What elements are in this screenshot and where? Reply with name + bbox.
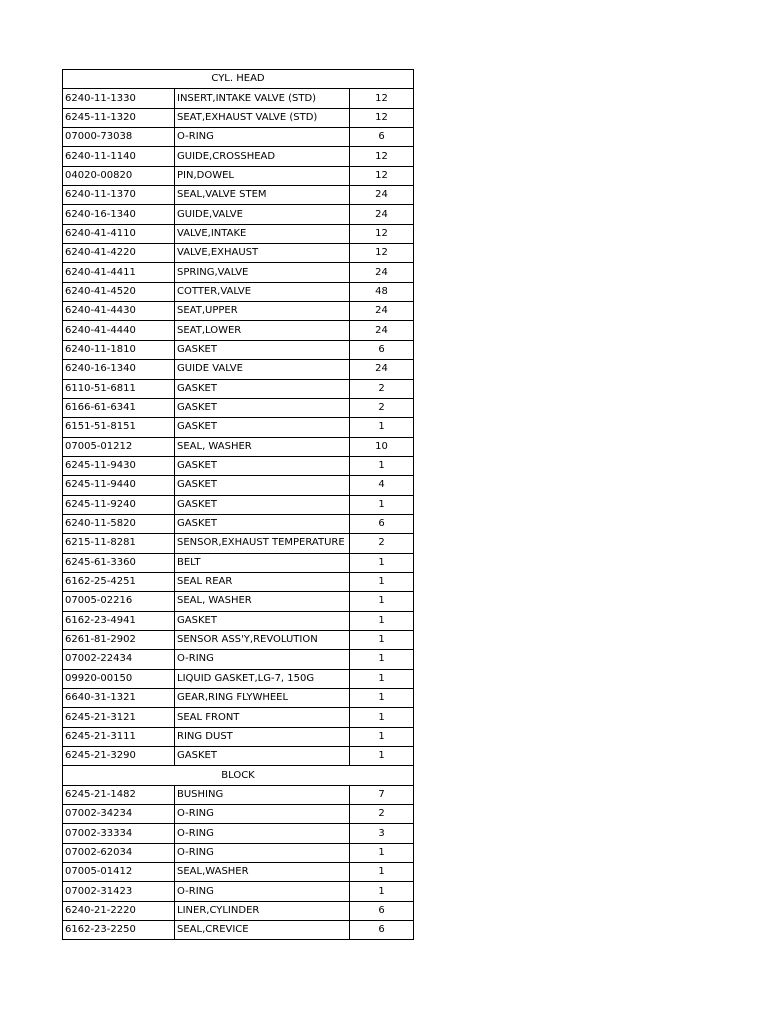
part-number-cell: 6110-51-6811 <box>63 379 175 398</box>
description-cell: GUIDE,CROSSHEAD <box>175 147 350 166</box>
part-number-cell: 6640-31-1321 <box>63 689 175 708</box>
part-number-cell: 04020-00820 <box>63 166 175 185</box>
table-row <box>63 456 414 475</box>
description-cell: PIN,DOWEL <box>175 166 350 185</box>
quantity-cell: 2 <box>350 534 414 553</box>
description-cell: SEAL,VALVE STEM <box>175 186 350 205</box>
part-number-cell: 6245-61-3360 <box>63 553 175 572</box>
quantity-cell: 2 <box>350 398 414 417</box>
quantity-cell: 1 <box>350 630 414 649</box>
table-row <box>63 689 414 708</box>
quantity-cell: 24 <box>350 263 414 282</box>
quantity-cell: 1 <box>350 727 414 746</box>
table-row <box>63 805 414 824</box>
description-cell: SEAL FRONT <box>175 708 350 727</box>
table-row <box>63 611 414 630</box>
description-cell: SPRING,VALVE <box>175 263 350 282</box>
quantity-cell: 2 <box>350 805 414 824</box>
part-number-cell: 07002-33334 <box>63 824 175 843</box>
section-header-row <box>63 70 414 89</box>
part-number-cell: 6162-23-4941 <box>63 611 175 630</box>
part-number-cell: 07002-31423 <box>63 882 175 901</box>
description-cell: O-RING <box>175 882 350 901</box>
part-number-cell: 6240-16-1340 <box>63 205 175 224</box>
quantity-cell: 12 <box>350 244 414 263</box>
part-number-cell: 6245-11-9430 <box>63 456 175 475</box>
quantity-cell: 1 <box>350 572 414 591</box>
part-number-cell: 6245-21-3290 <box>63 747 175 766</box>
part-number-cell: 6162-25-4251 <box>63 572 175 591</box>
table-row <box>63 708 414 727</box>
description-cell: RING DUST <box>175 727 350 746</box>
table-row <box>63 244 414 263</box>
table-row <box>63 205 414 224</box>
quantity-cell: 24 <box>350 321 414 340</box>
part-number-cell: 6240-41-4220 <box>63 244 175 263</box>
table-row <box>63 514 414 533</box>
quantity-cell: 12 <box>350 108 414 127</box>
table-row <box>63 630 414 649</box>
quantity-cell: 1 <box>350 650 414 669</box>
description-cell: SEAL, WASHER <box>175 437 350 456</box>
quantity-cell: 24 <box>350 360 414 379</box>
quantity-cell: 1 <box>350 843 414 862</box>
table-row <box>63 901 414 920</box>
description-cell: GASKET <box>175 418 350 437</box>
quantity-cell: 10 <box>350 437 414 456</box>
table-row <box>63 418 414 437</box>
section-title: CYL. HEAD <box>63 70 414 89</box>
table-row <box>63 824 414 843</box>
quantity-cell: 6 <box>350 514 414 533</box>
part-number-cell: 6240-41-4411 <box>63 263 175 282</box>
description-cell: GASKET <box>175 495 350 514</box>
table-row <box>63 727 414 746</box>
description-cell: COTTER,VALVE <box>175 282 350 301</box>
part-number-cell: 6240-16-1340 <box>63 360 175 379</box>
part-number-cell: 07005-01412 <box>63 863 175 882</box>
table-row <box>63 437 414 456</box>
part-number-cell: 6166-61-6341 <box>63 398 175 417</box>
description-cell: GASKET <box>175 611 350 630</box>
part-number-cell: 07005-01212 <box>63 437 175 456</box>
table-row <box>63 650 414 669</box>
table-row <box>63 89 414 108</box>
quantity-cell: 4 <box>350 476 414 495</box>
description-cell: SEAT,UPPER <box>175 302 350 321</box>
quantity-cell: 1 <box>350 863 414 882</box>
quantity-cell: 12 <box>350 89 414 108</box>
quantity-cell: 6 <box>350 901 414 920</box>
quantity-cell: 12 <box>350 147 414 166</box>
quantity-cell: 7 <box>350 785 414 804</box>
description-cell: O-RING <box>175 805 350 824</box>
description-cell: GASKET <box>175 456 350 475</box>
part-number-cell: 6162-23-2250 <box>63 921 175 940</box>
part-number-cell: 6240-41-4110 <box>63 224 175 243</box>
description-cell: SENSOR,EXHAUST TEMPERATURE <box>175 534 350 553</box>
part-number-cell: 6240-11-1140 <box>63 147 175 166</box>
description-cell: GASKET <box>175 476 350 495</box>
description-cell: O-RING <box>175 843 350 862</box>
part-number-cell: 6240-11-1810 <box>63 340 175 359</box>
section-title: BLOCK <box>63 766 414 785</box>
quantity-cell: 1 <box>350 882 414 901</box>
part-number-cell: 6245-21-3121 <box>63 708 175 727</box>
table-row <box>63 224 414 243</box>
quantity-cell: 1 <box>350 708 414 727</box>
description-cell: SEAL REAR <box>175 572 350 591</box>
table-row <box>63 379 414 398</box>
quantity-cell: 1 <box>350 495 414 514</box>
description-cell: VALVE,INTAKE <box>175 224 350 243</box>
description-cell: VALVE,EXHAUST <box>175 244 350 263</box>
description-cell: INSERT,INTAKE VALVE (STD) <box>175 89 350 108</box>
table-row <box>63 128 414 147</box>
description-cell: LIQUID GASKET,LG-7, 150G <box>175 669 350 688</box>
description-cell: SENSOR ASS'Y,REVOLUTION <box>175 630 350 649</box>
part-number-cell: 6245-11-9240 <box>63 495 175 514</box>
quantity-cell: 3 <box>350 824 414 843</box>
quantity-cell: 1 <box>350 689 414 708</box>
part-number-cell: 6240-41-4520 <box>63 282 175 301</box>
part-number-cell: 6245-21-1482 <box>63 785 175 804</box>
part-number-cell: 07002-62034 <box>63 843 175 862</box>
quantity-cell: 1 <box>350 418 414 437</box>
description-cell: SEAT,EXHAUST VALVE (STD) <box>175 108 350 127</box>
parts-table-body <box>63 70 414 940</box>
table-row <box>63 321 414 340</box>
description-cell: LINER,CYLINDER <box>175 901 350 920</box>
quantity-cell: 2 <box>350 379 414 398</box>
quantity-cell: 1 <box>350 456 414 475</box>
section-header-row <box>63 766 414 785</box>
part-number-cell: 6151-51-8151 <box>63 418 175 437</box>
description-cell: O-RING <box>175 128 350 147</box>
part-number-cell: 07002-34234 <box>63 805 175 824</box>
part-number-cell: 07002-22434 <box>63 650 175 669</box>
description-cell: O-RING <box>175 824 350 843</box>
part-number-cell: 6240-41-4430 <box>63 302 175 321</box>
quantity-cell: 1 <box>350 747 414 766</box>
table-row <box>63 186 414 205</box>
quantity-cell: 12 <box>350 224 414 243</box>
description-cell: SEAL,CREVICE <box>175 921 350 940</box>
part-number-cell: 6240-11-1370 <box>63 186 175 205</box>
table-row <box>63 669 414 688</box>
quantity-cell: 48 <box>350 282 414 301</box>
table-row <box>63 108 414 127</box>
table-row <box>63 534 414 553</box>
table-row <box>63 282 414 301</box>
description-cell: GASKET <box>175 398 350 417</box>
part-number-cell: 6245-11-1320 <box>63 108 175 127</box>
description-cell: GUIDE VALVE <box>175 360 350 379</box>
table-row <box>63 882 414 901</box>
quantity-cell: 6 <box>350 128 414 147</box>
table-row <box>63 398 414 417</box>
quantity-cell: 24 <box>350 205 414 224</box>
quantity-cell: 6 <box>350 340 414 359</box>
description-cell: GASKET <box>175 379 350 398</box>
table-row <box>63 592 414 611</box>
description-cell: O-RING <box>175 650 350 669</box>
table-row <box>63 302 414 321</box>
table-row <box>63 863 414 882</box>
table-row <box>63 843 414 862</box>
description-cell: BUSHING <box>175 785 350 804</box>
table-row <box>63 360 414 379</box>
part-number-cell: 6240-21-2220 <box>63 901 175 920</box>
table-row <box>63 747 414 766</box>
quantity-cell: 6 <box>350 921 414 940</box>
quantity-cell: 24 <box>350 186 414 205</box>
table-row <box>63 572 414 591</box>
description-cell: GUIDE,VALVE <box>175 205 350 224</box>
table-row <box>63 340 414 359</box>
quantity-cell: 1 <box>350 611 414 630</box>
parts-table <box>62 69 414 940</box>
description-cell: SEAT,LOWER <box>175 321 350 340</box>
part-number-cell: 09920-00150 <box>63 669 175 688</box>
table-row <box>63 785 414 804</box>
table-row <box>63 147 414 166</box>
table-row <box>63 553 414 572</box>
description-cell: GASKET <box>175 514 350 533</box>
table-row <box>63 166 414 185</box>
part-number-cell: 6240-11-5820 <box>63 514 175 533</box>
part-number-cell: 6240-11-1330 <box>63 89 175 108</box>
table-row <box>63 263 414 282</box>
quantity-cell: 1 <box>350 553 414 572</box>
table-row <box>63 476 414 495</box>
description-cell: SEAL, WASHER <box>175 592 350 611</box>
part-number-cell: 6261-81-2902 <box>63 630 175 649</box>
description-cell: GEAR,RING FLYWHEEL <box>175 689 350 708</box>
table-row <box>63 495 414 514</box>
part-number-cell: 07000-73038 <box>63 128 175 147</box>
description-cell: SEAL,WASHER <box>175 863 350 882</box>
quantity-cell: 12 <box>350 166 414 185</box>
part-number-cell: 6215-11-8281 <box>63 534 175 553</box>
part-number-cell: 6245-11-9440 <box>63 476 175 495</box>
quantity-cell: 24 <box>350 302 414 321</box>
description-cell: GASKET <box>175 340 350 359</box>
part-number-cell: 6245-21-3111 <box>63 727 175 746</box>
quantity-cell: 1 <box>350 669 414 688</box>
part-number-cell: 6240-41-4440 <box>63 321 175 340</box>
part-number-cell: 07005-02216 <box>63 592 175 611</box>
quantity-cell: 1 <box>350 592 414 611</box>
description-cell: GASKET <box>175 747 350 766</box>
table-row <box>63 921 414 940</box>
description-cell: BELT <box>175 553 350 572</box>
